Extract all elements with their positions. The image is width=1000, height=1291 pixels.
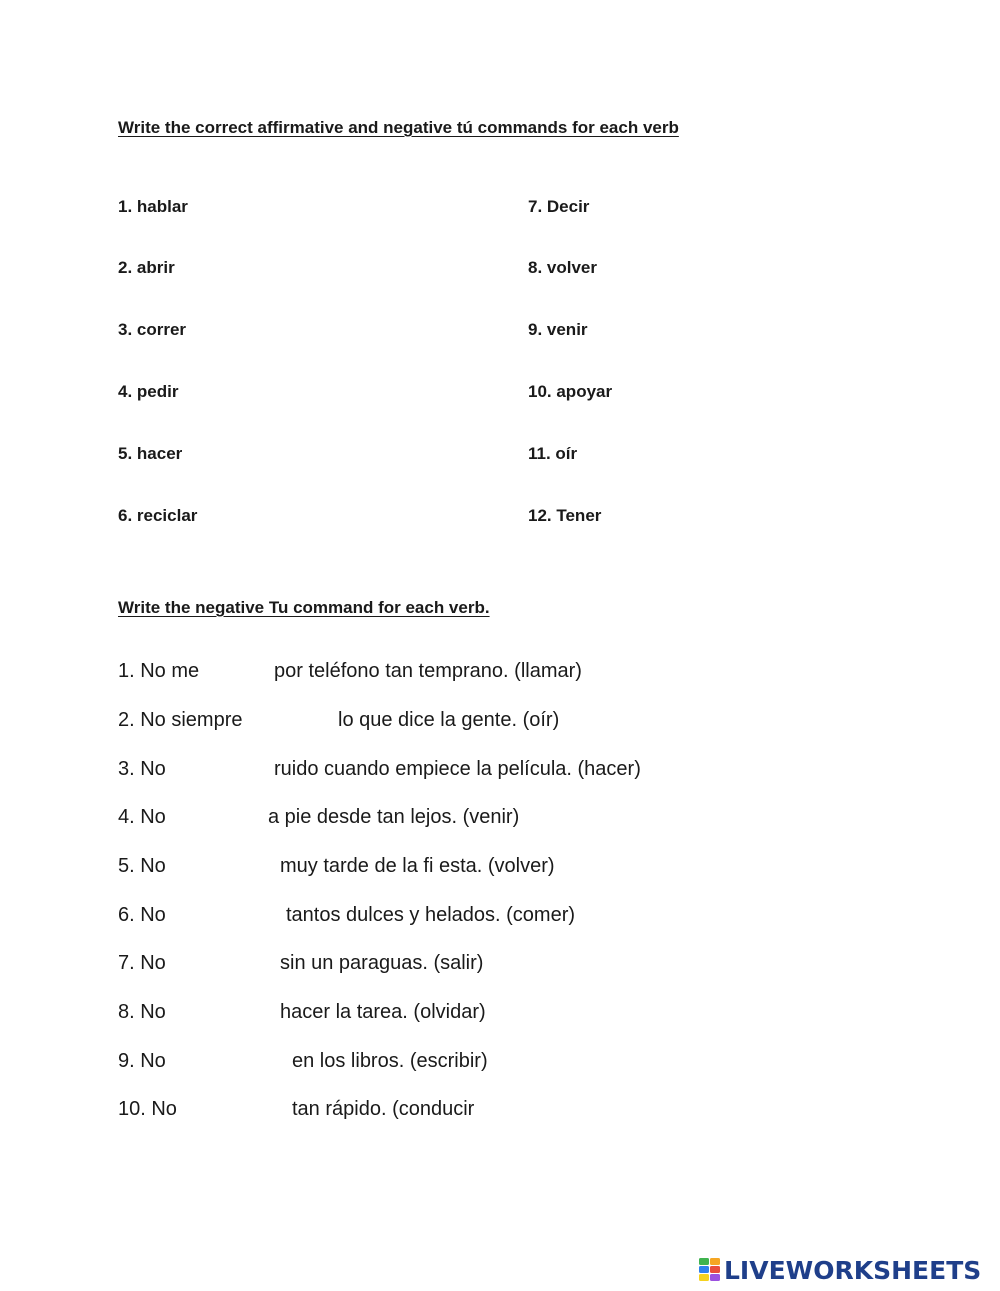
sentence-3-rest: ruido cuando empiece la película. (hacer) bbox=[274, 758, 641, 780]
verb-item-9: 9. venir bbox=[528, 320, 588, 339]
sentence-5 bbox=[118, 855, 555, 878]
sentence-2-start: 2. No siempre bbox=[118, 709, 243, 731]
sentence-9 bbox=[118, 1050, 488, 1073]
sentence-6-rest: tantos dulces y helados. (comer) bbox=[286, 904, 576, 926]
sentence-8 bbox=[118, 1001, 486, 1024]
sentence-3-start: 3. No bbox=[118, 758, 166, 780]
sentence-4 bbox=[118, 806, 520, 829]
liveworksheets-logo bbox=[699, 1255, 981, 1285]
sentence-1 bbox=[118, 660, 582, 683]
sentence-9-rest: en los libros. (escribir) bbox=[292, 1050, 488, 1072]
sentence-10-start: 10. No bbox=[118, 1098, 177, 1120]
verb-item-5: 5. hacer bbox=[118, 444, 183, 463]
verb-item-12: 12. Tener bbox=[528, 506, 602, 525]
verb-item-7: 7. Decir bbox=[528, 197, 590, 216]
sentence-7-start: 7. No bbox=[118, 952, 166, 974]
verb-item-10: 10. apoyar bbox=[528, 382, 613, 401]
sentence-9-start: 9. No bbox=[118, 1050, 166, 1072]
sentence-1-start: 1. No me bbox=[118, 660, 200, 682]
sentence-5-start: 5. No bbox=[118, 855, 166, 877]
liveworksheets-mark-icon bbox=[699, 1258, 721, 1282]
verb-item-6: 6. reciclar bbox=[118, 506, 198, 525]
sentence-10-rest: tan rápido. (conducir bbox=[292, 1098, 475, 1120]
verb-item-1: 1. hablar bbox=[118, 197, 188, 216]
verb-item-2: 2. abrir bbox=[118, 258, 175, 277]
verb-item-11: 11. oír bbox=[528, 444, 578, 463]
sentence-3 bbox=[118, 758, 641, 781]
sentence-7 bbox=[118, 952, 484, 975]
sentence-8-rest: hacer la tarea. (olvidar) bbox=[280, 1001, 486, 1023]
sentence-2 bbox=[118, 709, 560, 732]
verb-item-4: 4. pedir bbox=[118, 382, 179, 401]
sentence-5-rest: muy tarde de la fi esta. (volver) bbox=[280, 855, 555, 877]
sentence-4-start: 4. No bbox=[118, 806, 166, 828]
sentence-2-rest: lo que dice la gente. (oír) bbox=[338, 709, 560, 731]
section2-heading: Write the negative Tu command for each verb. bbox=[118, 598, 490, 617]
sentence-6 bbox=[118, 904, 576, 927]
sentence-6-start: 6. No bbox=[118, 904, 166, 926]
liveworksheets-wordmark: LIVEWORKSHEETS bbox=[724, 1255, 982, 1285]
sentence-1-rest: por teléfono tan temprano. (llamar) bbox=[274, 660, 582, 682]
sentence-7-rest: sin un paraguas. (salir) bbox=[280, 952, 484, 974]
sentence-10 bbox=[118, 1098, 475, 1121]
section1-heading: Write the correct affirmative and negative tú commands for each verb bbox=[118, 118, 679, 137]
verb-item-3: 3. correr bbox=[118, 320, 187, 339]
sentence-4-rest: a pie desde tan lejos. (venir) bbox=[268, 806, 520, 828]
sentence-8-start: 8. No bbox=[118, 1001, 166, 1023]
verb-item-8: 8. volver bbox=[528, 258, 597, 277]
